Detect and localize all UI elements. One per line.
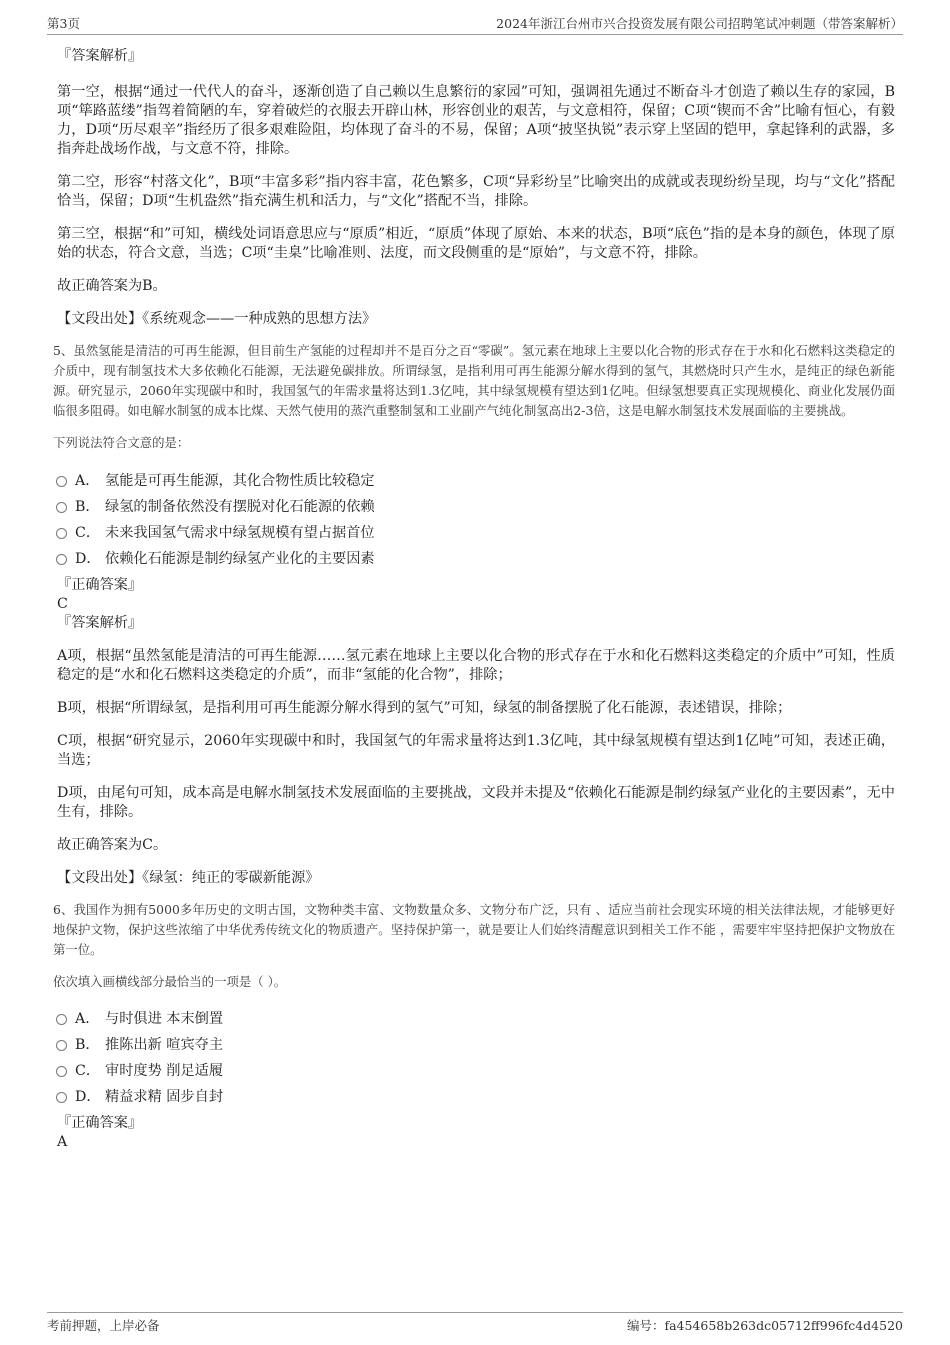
option-letter: C． (75, 1063, 101, 1079)
q5-answer-label: 『正确答案』 (57, 577, 143, 593)
q5-analysis-d: D项，由尾句可知，成本高是电解水制氢技术发展面临的主要挑战，文段并未提及“依赖化石能源是制约绿氢产业化的主要因素”，无中生有，排除。 (57, 785, 895, 820)
q5-option-c[interactable] (17, 520, 855, 546)
footer-slogan: 考前押题，上岸必备 (47, 1318, 160, 1333)
q5-answer: C (57, 596, 68, 612)
q4-analysis-para-2: 第二空，形容“村落文化”，B项“丰富多彩”指内容丰富，花色繁多，C项“异彩纷呈”比喻突出的成就或表现纷纷呈现，均与“文化”搭配恰当，保留；D项“生机盎然”指充满生机和活力，与“文化”搭配不当，排除。 (57, 174, 895, 209)
radio-icon[interactable] (56, 1040, 67, 1051)
page-header (47, 12, 903, 35)
q5-conclusion: 故正确答案为C。 (57, 837, 168, 853)
q6-option-c[interactable] (17, 1058, 855, 1084)
q5-prompt: 下列说法符合文意的是： (53, 435, 190, 450)
option-letter: A． (75, 1011, 100, 1027)
option-letter: D． (75, 551, 101, 567)
radio-icon[interactable] (56, 1066, 67, 1077)
q6-option-b[interactable] (17, 1032, 855, 1058)
radio-icon[interactable] (56, 502, 67, 513)
option-letter: C． (75, 525, 101, 541)
q6-option-a[interactable] (17, 1006, 855, 1032)
q6-prompt: 依次填入画横线部分最恰当的一项是（ ）。 (53, 974, 287, 989)
q4-source: 【文段出处】《系统观念——一种成熟的思想方法》 (57, 311, 377, 327)
q4-analysis-para-1: 第一空，根据“通过一代代人的奋斗，逐渐创造了自己赖以生息繁衍的家园”可知，强调祖先通过不断奋斗才创造了赖以生存的家园，B项“筚路蓝缕”指驾着简陋的车，穿着破烂的衣服去开辟山林，形容创业的艰苦，与文意相符，保留；C项“锲而不舍”比喻有恒心，有毅力，D项“历尽艰辛”指经历了很多艰难险阻，均体现了奋斗的不易，保留；A项“披坚执锐”表示穿上坚固的铠甲，拿起锋利的武器，多指奔赴战场作战，与文意不符，排除。 (57, 84, 895, 157)
q5-option-b[interactable] (17, 494, 855, 520)
radio-icon[interactable] (56, 528, 67, 539)
q5-analysis-a: A项，根据“虽然氢能是清洁的可再生能源……氢元素在地球上主要以化合物的形式存在于水和化石燃料这类稳定的介质中”可知，性质稳定的是“水和化石燃料这类稳定的介质”，而非“氢能的化合物”，排除； (57, 648, 895, 683)
q4-analysis-para-3: 第三空，根据“和”可知，横线处词语意思应与“原质”相近，“原质”体现了原始、本来的状态，B项“底色”指的是本身的颜色，体现了原始的状态，符合文意，当选；C项“圭臬”比喻准则、法度，而文段侧重的是“原始”，与文意不符，排除。 (57, 226, 895, 261)
q6-answer: A (57, 1134, 68, 1150)
option-text: 依赖化石能源是制约绿氢产业化的主要因素 (105, 551, 375, 567)
page-footer (47, 1312, 903, 1335)
option-letter: B． (75, 499, 100, 515)
q5-analysis-label: 『答案解析』 (57, 615, 143, 631)
radio-icon[interactable] (56, 476, 67, 487)
page-number: 第3页 (47, 16, 80, 31)
option-text: 氢能是可再生能源，其化合物性质比较稳定 (105, 473, 375, 489)
option-text: 推陈出新 喧宾夺主 (105, 1037, 224, 1053)
document-title: 2024年浙江台州市兴合投资发展有限公司招聘笔试冲刺题（带答案解析） (496, 16, 903, 31)
q5-analysis-c: C项，根据“研究显示，2060年实现碳中和时，我国氢气的年需求量将达到1.3亿吨，其中绿氢规模有望达到1亿吨”可知，表述正确，当选； (57, 733, 895, 768)
page-content (53, 44, 895, 1152)
q5-options (17, 468, 855, 572)
document-serial: 编号：fa454658b263dc05712ff996fc4d4520 (626, 1318, 903, 1333)
option-text: 未来我国氢气需求中绿氢规模有望占据首位 (105, 525, 375, 541)
q5-source: 【文段出处】《绿氢：纯正的零碳新能源》 (57, 870, 320, 886)
option-text: 绿氢的制备依然没有摆脱对化石能源的依赖 (105, 499, 375, 515)
q6-answer-label: 『正确答案』 (57, 1115, 143, 1131)
radio-icon[interactable] (56, 1014, 67, 1025)
radio-icon[interactable] (56, 554, 67, 565)
q6-passage: 6、我国作为拥有5000多年历史的文明古国，文物种类丰富、文物数量众多、文物分布广泛，只有 、适应当前社会现实环境的相关法律法规，才能够更好地保护文物，保护这些浓缩了中华优秀传统文化的物质遗产。坚持保护第一，就是要让人们始终清醒意识到相关工作不能 ，需要牢牢坚持把保护文物放在第一位。 (53, 902, 895, 957)
option-letter: A． (75, 473, 100, 489)
q4-conclusion: 故正确答案为B。 (57, 278, 167, 294)
q5-analysis-b: B项，根据“所谓绿氢，是指利用可再生能源分解水得到的氢气”可知，绿氢的制备摆脱了化石能源，表述错误，排除； (57, 700, 792, 716)
option-text: 精益求精 固步自封 (105, 1089, 224, 1105)
option-text: 与时俱进 本末倒置 (105, 1011, 224, 1027)
option-text: 审时度势 削足适履 (105, 1063, 224, 1079)
q4-analysis-label: 『答案解析』 (57, 48, 143, 64)
q5-option-a[interactable] (17, 468, 855, 494)
q5-passage: 5、虽然氢能是清洁的可再生能源，但目前生产氢能的过程却并不是百分之百“零碳”。氢元素在地球上主要以化合物的形式存在于水和化石燃料这类稳定的介质中，现有制氢技术大多依赖化石能源，无法避免碳排放。所谓绿氢，是指利用可再生能源分解水得到的氢气，其燃烧时只产生水，是纯正的绿色新能源。研究显示，2060年实现碳中和时，我国氢气的年需求量将达到1.3亿吨，其中绿氢规模有望达到1亿吨。但绿氢想要真正实现规模化、商业化发展仍面临很多阻碍。如电解水制氢的成本比煤、天然气使用的蒸汽重整制氢和工业副产气纯化制氢高出2-3倍，这是电解水制氢技术发展面临的主要挑战。 (53, 343, 895, 418)
q5-option-d[interactable] (17, 546, 855, 572)
option-letter: B． (75, 1037, 100, 1053)
radio-icon[interactable] (56, 1092, 67, 1103)
q6-option-d[interactable] (17, 1084, 855, 1110)
q6-options (17, 1006, 855, 1110)
option-letter: D． (75, 1089, 101, 1105)
